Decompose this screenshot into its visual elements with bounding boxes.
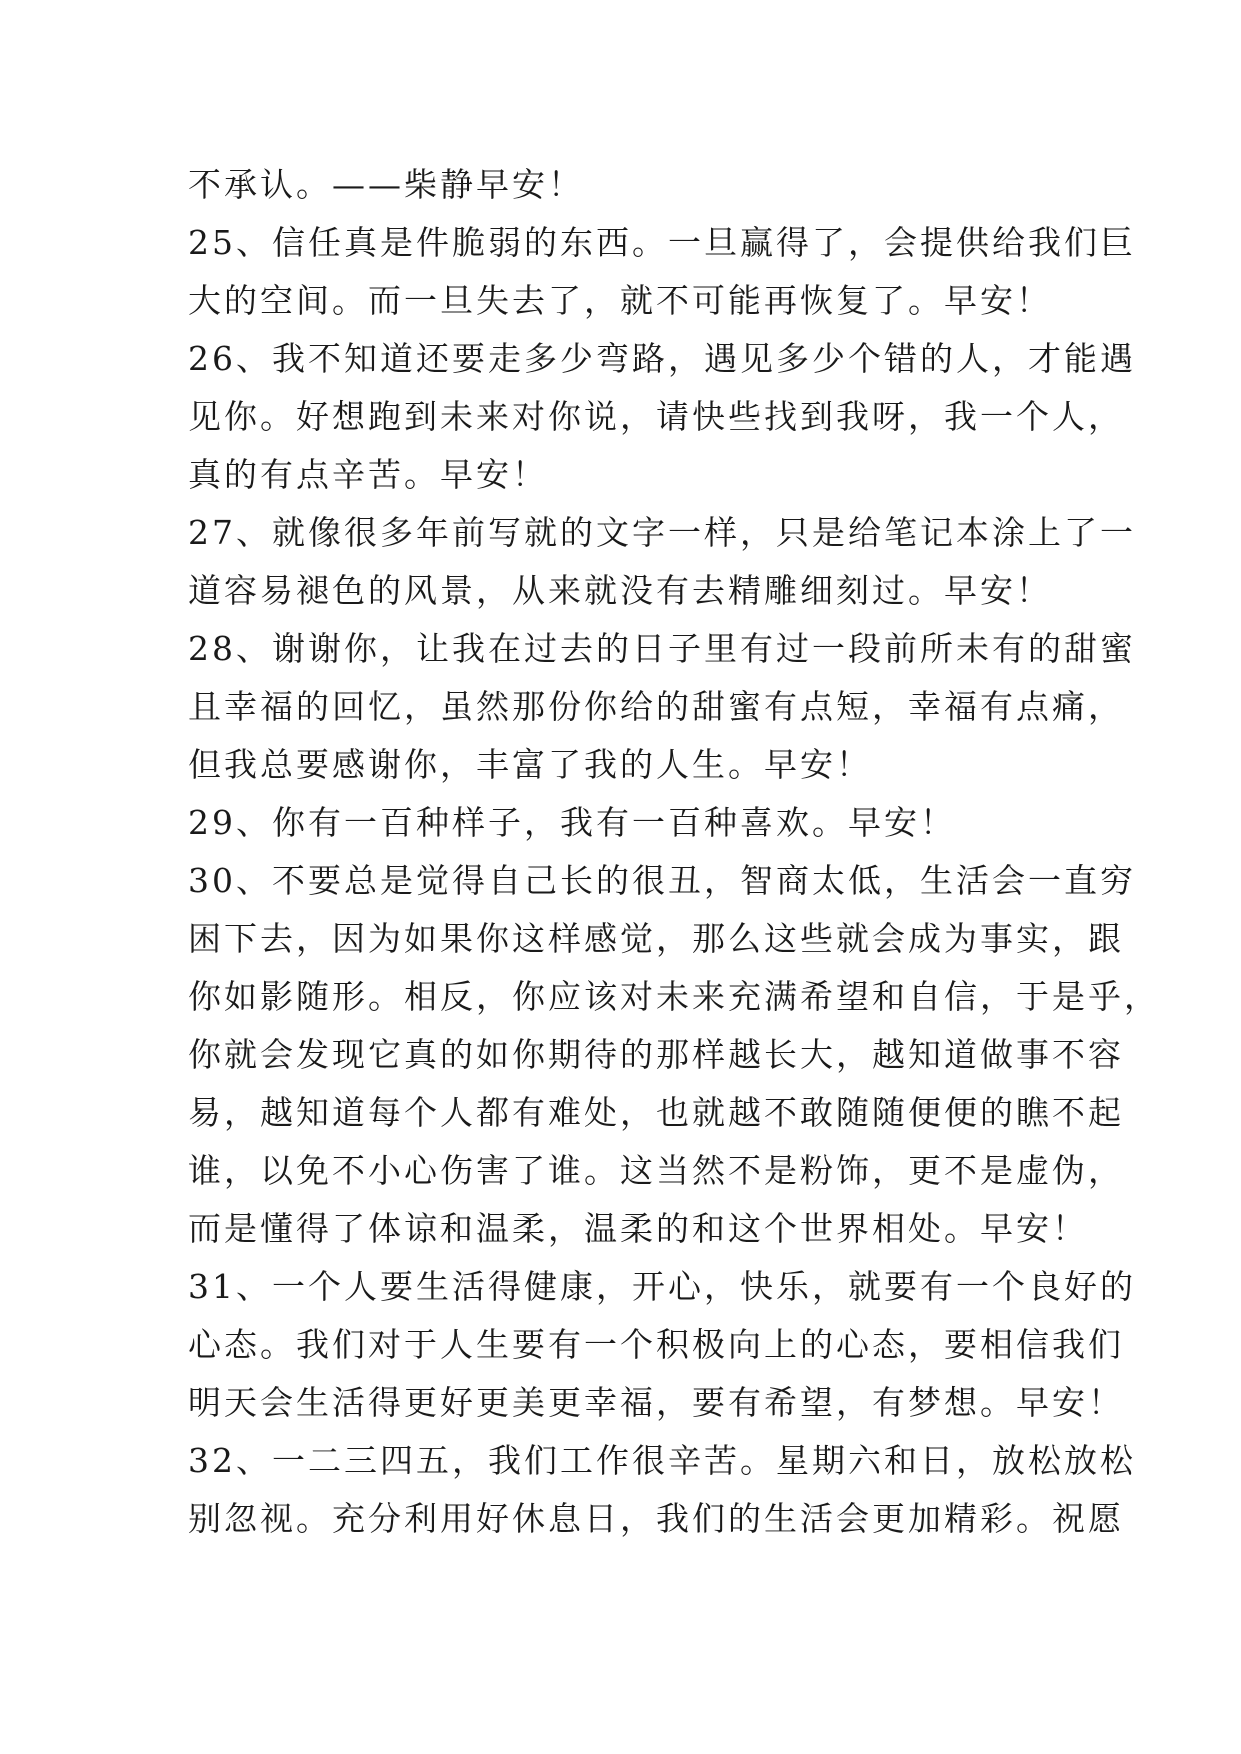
text-line: 明天会生活得更好更美更幸福，要有希望，有梦想。早安！ xyxy=(188,1383,1124,1422)
text-line: 不承认。——柴静早安！ xyxy=(188,165,584,204)
text-line: 真的有点辛苦。早安！ xyxy=(188,455,548,494)
text-line: 27、就像很多年前写就的文字一样，只是给笔记本涂上了一 xyxy=(188,513,1136,552)
text-line: 30、不要总是觉得自己长的很丑，智商太低，生活会一直穷 xyxy=(188,861,1136,900)
text-line: 易，越知道每个人都有难处，也就越不敢随随便便的瞧不起 xyxy=(188,1093,1124,1132)
text-line: 心态。我们对于人生要有一个积极向上的心态，要相信我们 xyxy=(188,1325,1124,1364)
text-line: 31、一个人要生活得健康，开心，快乐，就要有一个良好的 xyxy=(188,1267,1136,1306)
text-line: 你如影随形。相反，你应该对未来充满希望和自信，于是乎， xyxy=(188,977,1160,1016)
text-line: 25、信任真是件脆弱的东西。一旦赢得了，会提供给我们巨 xyxy=(188,223,1136,262)
text-line: 26、我不知道还要走多少弯路，遇见多少个错的人，才能遇 xyxy=(188,339,1136,378)
text-line: 大的空间。而一旦失去了，就不可能再恢复了。早安！ xyxy=(188,281,1052,320)
text-line: 见你。好想跑到未来对你说，请快些找到我呀，我一个人， xyxy=(188,397,1124,436)
text-line: 你就会发现它真的如你期待的那样越长大，越知道做事不容 xyxy=(188,1035,1124,1074)
text-line: 别忽视。充分利用好休息日，我们的生活会更加精彩。祝愿 xyxy=(188,1499,1124,1538)
text-line: 而是懂得了体谅和温柔，温柔的和这个世界相处。早安！ xyxy=(188,1209,1088,1248)
text-line: 28、谢谢你，让我在过去的日子里有过一段前所未有的甜蜜 xyxy=(188,629,1136,668)
text-line: 32、一二三四五，我们工作很辛苦。星期六和日，放松放松 xyxy=(188,1441,1136,1480)
body-text xyxy=(188,156,1160,1548)
text-line: 但我总要感谢你，丰富了我的人生。早安！ xyxy=(188,745,872,784)
text-line: 29、你有一百种样子，我有一百种喜欢。早安！ xyxy=(188,803,956,842)
text-line: 且幸福的回忆，虽然那份你给的甜蜜有点短，幸福有点痛， xyxy=(188,687,1124,726)
text-line: 道容易褪色的风景，从来就没有去精雕细刻过。早安！ xyxy=(188,571,1052,610)
text-line: 困下去，因为如果你这样感觉，那么这些就会成为事实，跟 xyxy=(188,919,1124,958)
text-line: 谁，以免不小心伤害了谁。这当然不是粉饰，更不是虚伪， xyxy=(188,1151,1124,1190)
